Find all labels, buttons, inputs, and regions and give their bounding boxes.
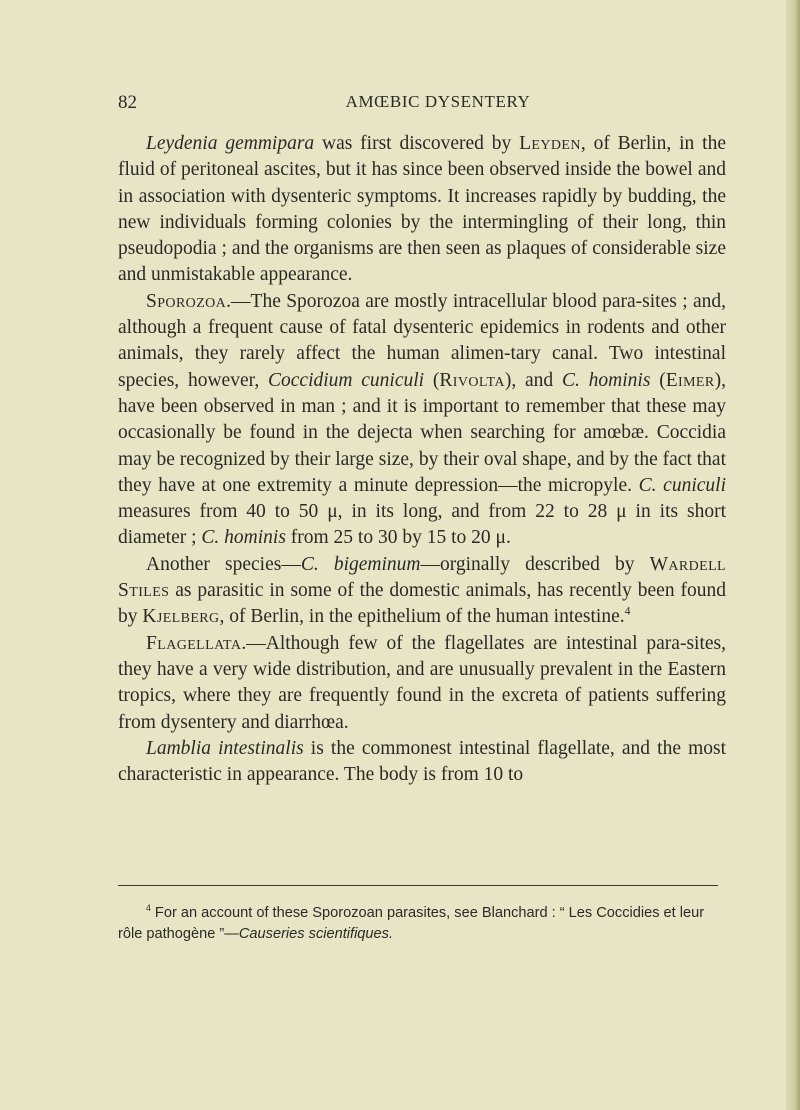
section-heading: Sporozoa <box>146 290 227 312</box>
footnote-text: For an account of these Sporozoan parasites, see Blanchard : “ Les Coccidies et leur rôle pathogène ”— <box>118 905 705 942</box>
text-run: as parasitic in some of the domestic animals, has recently been found by <box>118 580 726 628</box>
author-name: Kjelberg <box>142 606 220 628</box>
author-name: Rivolta <box>439 369 505 391</box>
text-run: is the commonest intestinal flagellate, and the most characteristic in appearance. The body is from 10 to <box>118 737 726 786</box>
paragraph-bigeminum <box>118 552 726 631</box>
paragraph-leydenia <box>118 131 726 289</box>
author-name: Eimer <box>665 369 715 391</box>
species-name: Lamblia intestinalis <box>146 737 304 759</box>
footnote-rule <box>118 885 718 886</box>
species-name: C. cuniculi <box>638 474 726 496</box>
author-name: Leyden <box>519 133 581 154</box>
species-name: C. hominis <box>201 527 286 549</box>
text-run: from 25 to 30 by 15 to 20 μ. <box>285 527 511 549</box>
page-edge-shadow <box>786 0 800 1110</box>
paragraph-lamblia <box>118 736 726 789</box>
page-header <box>118 92 718 120</box>
text-run: ( <box>650 369 666 391</box>
text-run: , of Berlin, in the epithelium of the human intestine. <box>219 606 625 628</box>
species-name: C. hominis <box>561 369 651 391</box>
text-run: ), have been observed in man ; and it is important to remember that these may occasionally be found in the dejecta when searching for amœbæ. Coccidia may be recognized by their large size, by their oval shape, and by the fact that they have at one extremity a minute depression—the micropyle. <box>118 369 726 496</box>
paragraph-sporozoa <box>118 289 726 552</box>
text-run: ( <box>424 369 440 391</box>
text-run: —orginally described by <box>420 553 650 575</box>
text-run: ), and <box>504 369 562 391</box>
running-title: AMŒBIC DYSENTERY <box>345 92 531 111</box>
text-run: .—Although few of the flagellates are intestinal para-sites, they have a very wide distribution, and are unusually prevalent in the Eastern tropics, where they are frequently found in the excreta of patients suffering from dysentery and diarrhœa. <box>118 632 726 733</box>
text-run: , of Berlin, in the fluid of peritoneal ascites, but it has since been observed inside the bowel and in association with dysenteric symptoms. It increases rapidly by budding, the new individuals forming colonies by the intermingling of their long, thin pseudopodia ; and the organisms are then seen as plaques of considerable size and unmistakable appearance. <box>118 133 726 286</box>
text-run: Another species— <box>146 553 301 575</box>
text-run: measures from 40 to 50 μ, in its long, and from 22 to 28 μ in its short diameter ; <box>118 501 726 549</box>
paragraph-flagellata <box>118 631 726 736</box>
page-number: 82 <box>118 92 137 113</box>
species-name: Leydenia gemmipara <box>146 133 315 154</box>
species-name: C. bigeminum <box>300 553 421 575</box>
species-name: Coccidium cuniculi <box>268 369 425 391</box>
author-name: Wardell Stiles <box>118 553 726 602</box>
footnote-marker: 4 <box>146 903 151 914</box>
section-heading: Flagellata <box>146 632 242 654</box>
footnote <box>118 903 726 945</box>
text-run: was first discovered by <box>314 133 520 154</box>
text-run: .—The Sporozoa are mostly intracellular blood para-sites ; and, although a frequent cause of fatal dysenteric epidemics in rodents and other animals, they rarely affect the human alimen-tary canal. Two intestinal species, however, <box>118 290 726 391</box>
footnote-reference: 4 <box>624 604 631 618</box>
footnote-citation: Causeries scientifiques. <box>238 926 394 942</box>
body-text <box>118 131 726 788</box>
